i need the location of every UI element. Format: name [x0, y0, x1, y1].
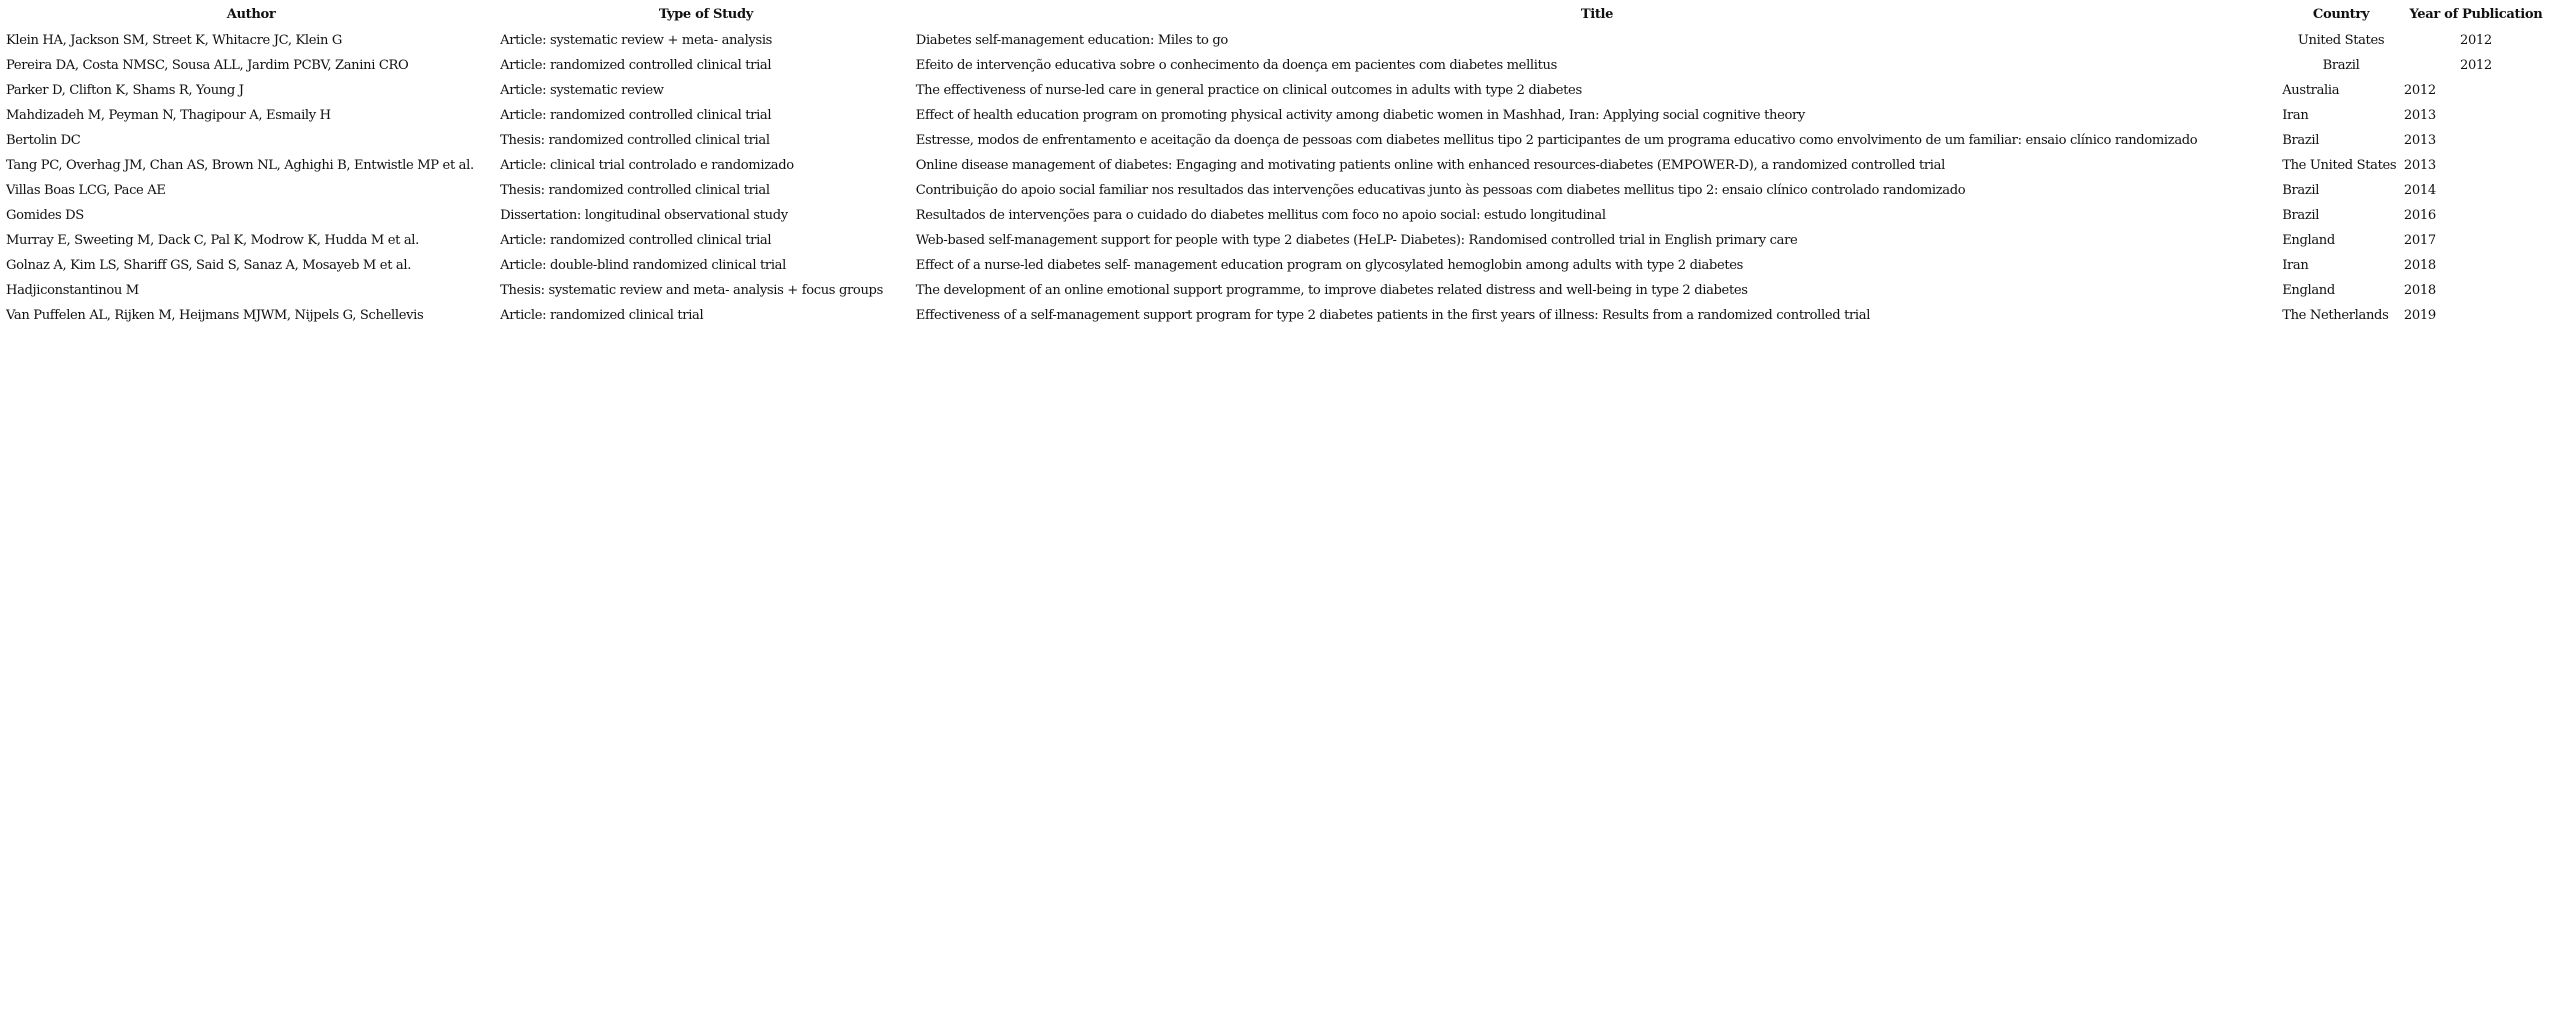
title-cell: The effectiveness of nurse-led care in general practice on clinical outcomes in adults with type 2 diabetes: [915, 83, 1582, 98]
author-column-header: Author: [226, 7, 276, 22]
table-row: [4, 231, 2550, 256]
country-cell: Brazil: [2282, 183, 2320, 198]
title-cell: Efeito de intervenção educativa sobre o conhecimento da doença em pacientes com diabetes mellitus: [915, 58, 1557, 73]
title-cell: Effect of health education program on promoting physical activity among diabetic women in Mashhad, Iran: Applying social cognitive theory: [915, 108, 1805, 123]
year-cell: 2013: [2403, 108, 2436, 123]
year-cell: 2013: [2403, 158, 2436, 173]
table-row: [4, 306, 2550, 331]
year-cell: 2014: [2403, 183, 2436, 198]
table-row: [4, 106, 2550, 131]
type-cell: Article: clinical trial controlado e randomizado: [500, 158, 794, 173]
author-cell: Hadjiconstantinou M: [6, 283, 139, 298]
title-column-header: Title: [1580, 7, 1614, 22]
table-row: [4, 81, 2550, 106]
year-cell: 2012: [2459, 33, 2492, 48]
title-cell: Online disease management of diabetes: Engaging and motivating patients online with enhanced resources-diabetes (EMPOWER-D), a randomized controlled trial: [915, 158, 1945, 173]
country-cell: Brazil: [2322, 58, 2360, 73]
author-cell: Murray E, Sweeting M, Dack C, Pal K, Modrow K, Hudda M et al.: [6, 233, 419, 248]
type-cell: Article: randomized controlled clinical trial: [500, 108, 772, 123]
year-cell: 2018: [2403, 283, 2436, 298]
year-column-header: Year of Publication: [2409, 7, 2543, 22]
table-row: [4, 131, 2550, 156]
table-row: [4, 181, 2550, 206]
year-cell: 2012: [2459, 58, 2492, 73]
title-cell: Estresse, modos de enfrentamento e aceitação da doença de pessoas com diabetes mellitus tipo 2 participantes de um programa educativo como envolvimento de um familiar: ensaio clínico randomizado: [915, 133, 2198, 148]
header-row: [4, 5, 2550, 31]
type-cell: Thesis: randomized controlled clinical trial: [500, 183, 770, 198]
country-cell: England: [2282, 233, 2335, 248]
type-cell: Article: randomized clinical trial: [500, 308, 704, 323]
table-header: [4, 5, 2550, 31]
author-cell: Mahdizadeh M, Peyman N, Thagipour A, Esmaily H: [6, 108, 331, 123]
type-cell: Article: systematic review + meta- analysis: [500, 33, 773, 48]
author-cell: Pereira DA, Costa NMSC, Sousa ALL, Jardim PCBV, Zanini CRO: [6, 58, 409, 73]
country-cell: Australia: [2282, 83, 2340, 98]
country-cell: Brazil: [2282, 208, 2320, 223]
type-cell: Article: randomized controlled clinical trial: [500, 58, 772, 73]
table-body: [4, 31, 2550, 331]
title-cell: Resultados de intervenções para o cuidado do diabetes mellitus com foco no apoio social: estudo longitudinal: [915, 208, 1606, 223]
table-row: [4, 56, 2550, 81]
table-row: [4, 156, 2550, 181]
country-cell: Iran: [2282, 108, 2309, 123]
author-cell: Golnaz A, Kim LS, Shariff GS, Said S, Sanaz A, Mosayeb M et al.: [6, 258, 412, 273]
author-cell: Klein HA, Jackson SM, Street K, Whitacre JC, Klein G: [6, 33, 342, 48]
title-cell: Web-based self-management support for people with type 2 diabetes (HeLP- Diabetes): Randomised controlled trial in English primary care: [915, 233, 1798, 248]
year-cell: 2016: [2403, 208, 2436, 223]
studies-table: [4, 5, 2550, 331]
author-cell: Parker D, Clifton K, Shams R, Young J: [6, 83, 244, 98]
title-cell: Effectiveness of a self-management support program for type 2 diabetes patients in the first years of illness: Results from a randomized controlled trial: [915, 308, 1871, 323]
year-cell: 2017: [2403, 233, 2436, 248]
country-cell: The United States: [2282, 158, 2397, 173]
author-cell: Gomides DS: [6, 208, 84, 223]
type-cell: Thesis: randomized controlled clinical trial: [500, 133, 770, 148]
title-cell: Contribuição do apoio social familiar nos resultados das intervenções educativas junto às pessoas com diabetes mellitus tipo 2: ensaio clínico controlado randomizado: [915, 183, 1966, 198]
title-cell: Effect of a nurse-led diabetes self- management education program on glycosylated hemoglobin among adults with type 2 diabetes: [915, 258, 1744, 273]
title-cell: The development of an online emotional support programme, to improve diabetes related distress and well-being in type 2 diabetes: [915, 283, 1748, 298]
year-cell: 2019: [2403, 308, 2436, 323]
table-row: [4, 206, 2550, 231]
year-cell: 2018: [2403, 258, 2436, 273]
type-cell: Thesis: systematic review and meta- analysis + focus groups: [500, 283, 883, 298]
type-column-header: Type of Study: [658, 7, 754, 22]
author-cell: Villas Boas LCG, Pace AE: [6, 183, 166, 198]
table-row: [4, 256, 2550, 281]
year-cell: 2012: [2403, 83, 2436, 98]
title-cell: Diabetes self-management education: Miles to go: [915, 33, 1228, 48]
type-cell: Dissertation: longitudinal observational study: [500, 208, 788, 223]
table-row: [4, 281, 2550, 306]
author-cell: Bertolin DC: [6, 133, 81, 148]
year-cell: 2013: [2403, 133, 2436, 148]
type-cell: Article: double-blind randomized clinical trial: [500, 258, 786, 273]
country-cell: United States: [2297, 33, 2385, 48]
country-cell: Brazil: [2282, 133, 2320, 148]
country-column-header: Country: [2312, 7, 2370, 22]
country-cell: Iran: [2282, 258, 2309, 273]
author-cell: Tang PC, Overhag JM, Chan AS, Brown NL, Aghighi B, Entwistle MP et al.: [6, 158, 474, 173]
type-cell: Article: systematic review: [500, 83, 664, 98]
country-cell: England: [2282, 283, 2335, 298]
author-cell: Van Puffelen AL, Rijken M, Heijmans MJWM, Nijpels G, Schellevis: [6, 308, 424, 323]
table-row: [4, 31, 2550, 56]
country-cell: The Netherlands: [2282, 308, 2389, 323]
type-cell: Article: randomized controlled clinical trial: [500, 233, 772, 248]
